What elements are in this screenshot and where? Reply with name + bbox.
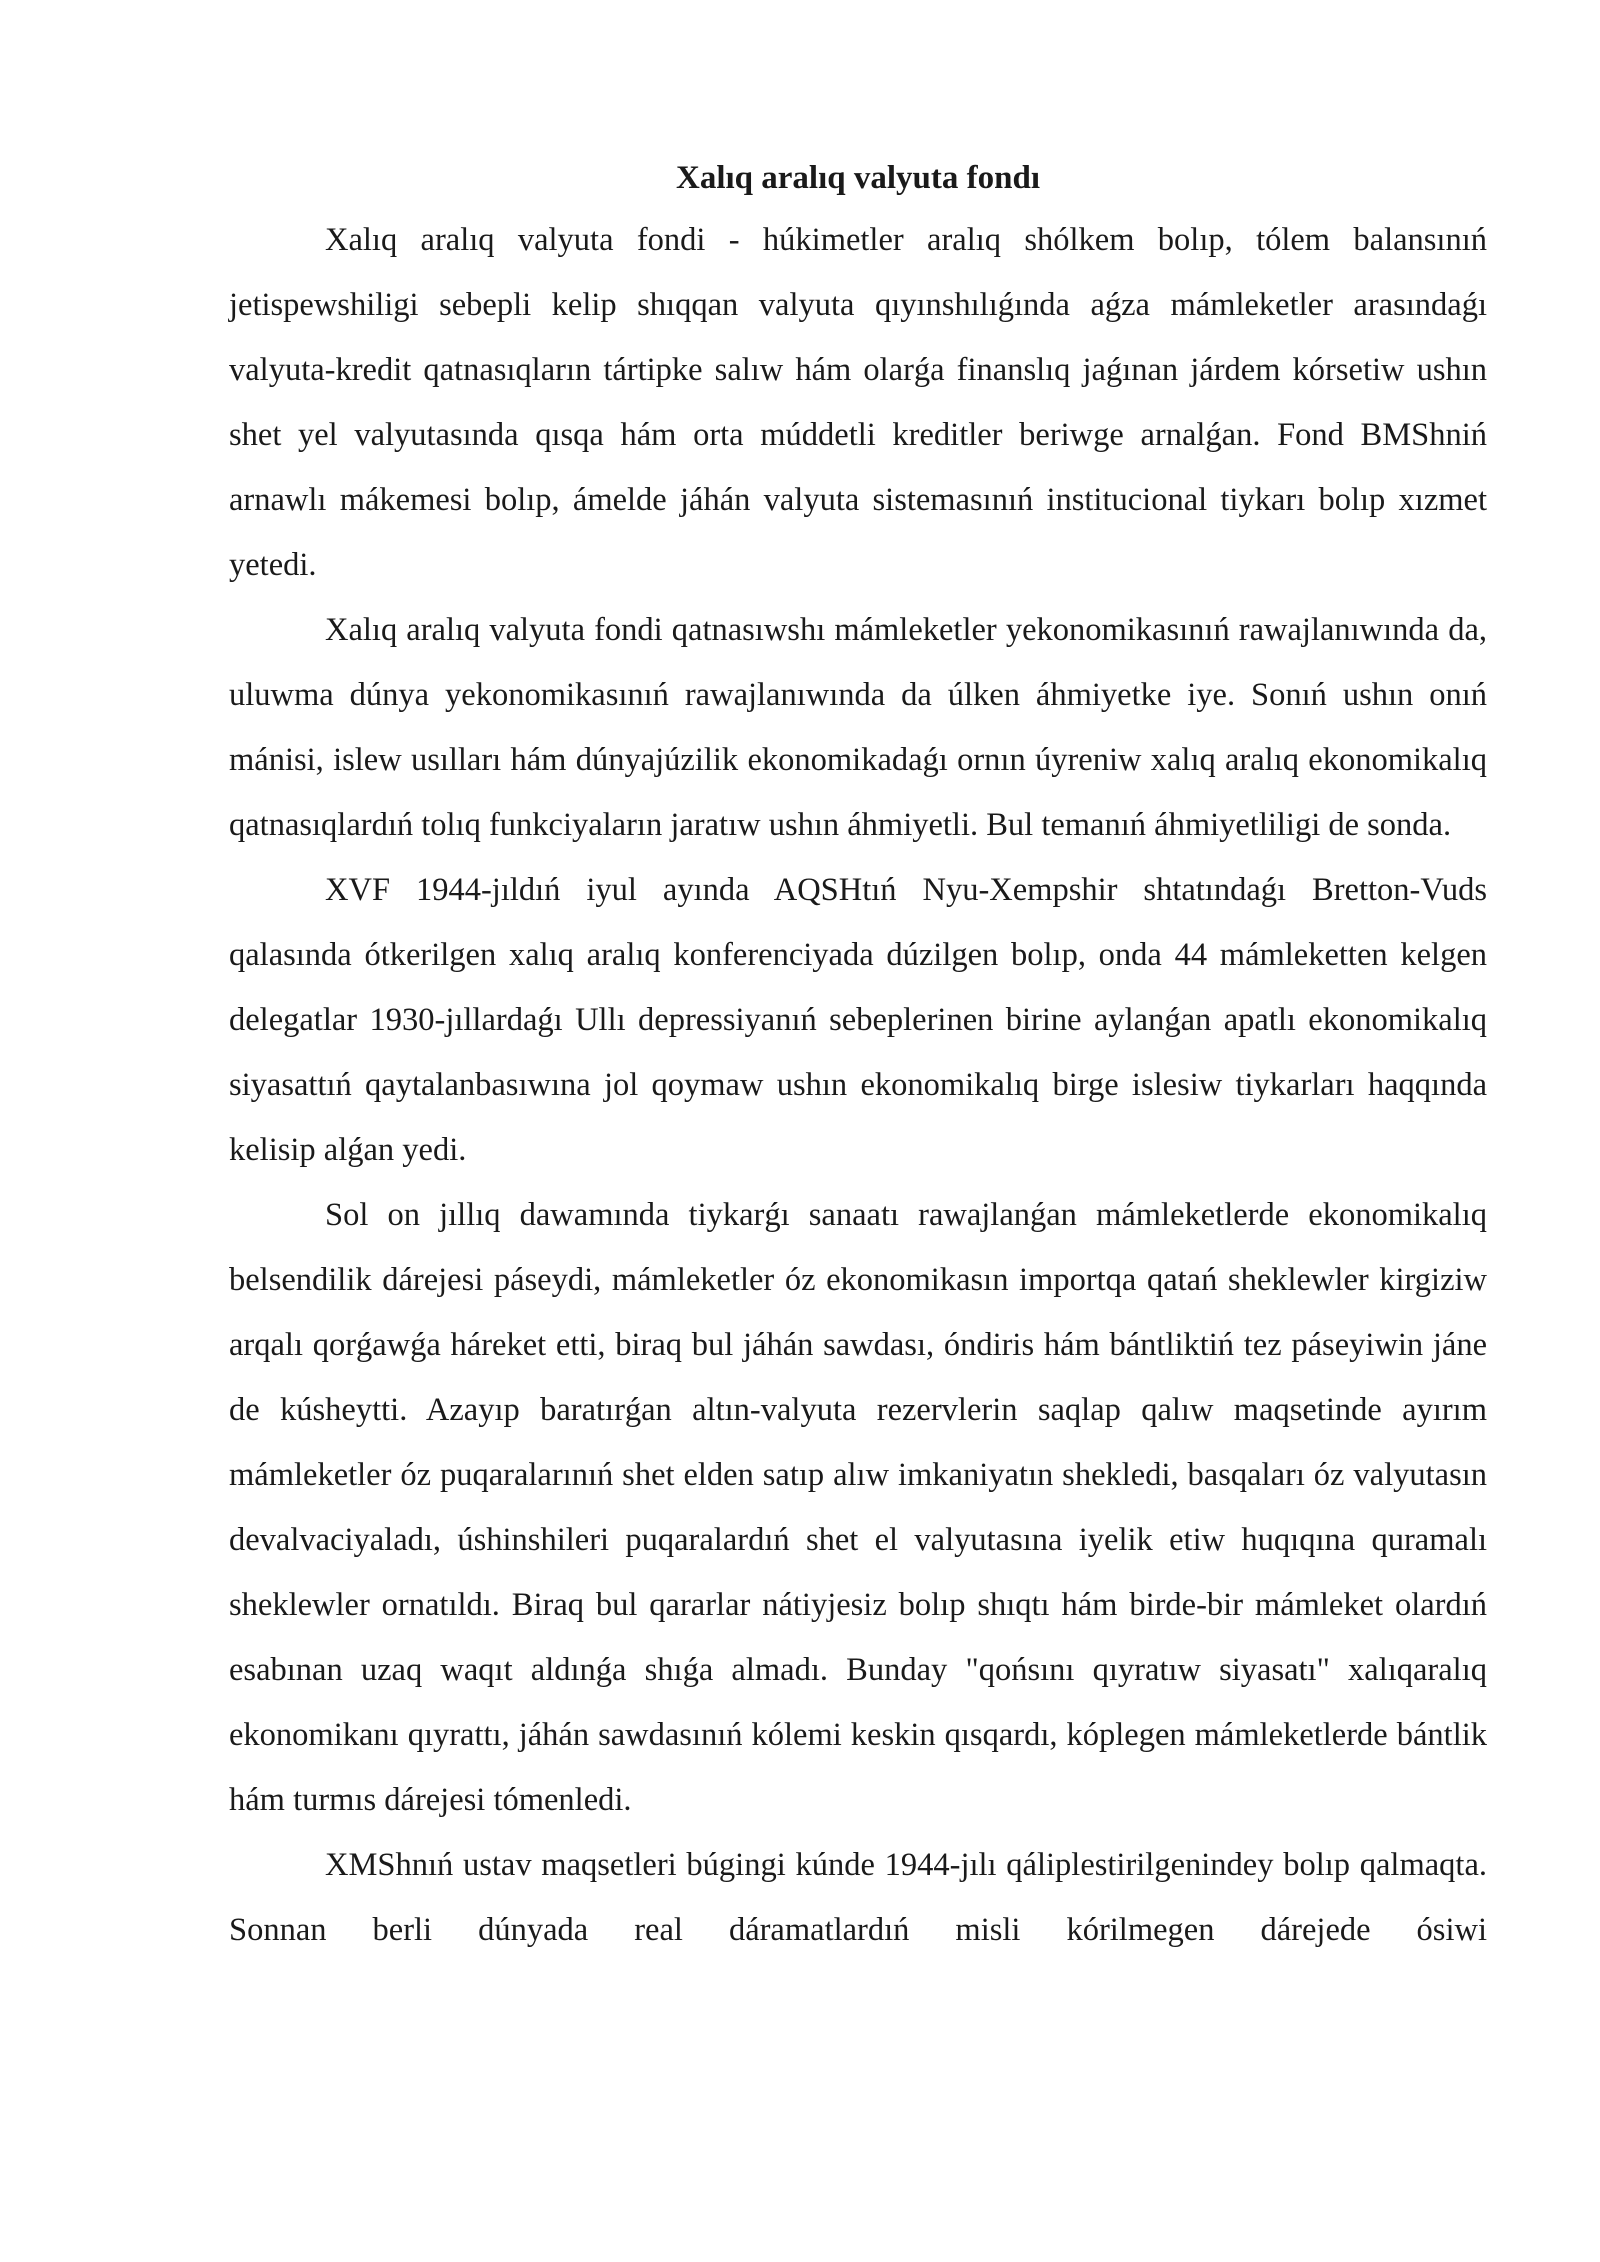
paragraph: Sol on jıllıq dawamında tiykarǵı sanaatı rawajlanǵan mámleketlerde ekonomikalıq belsendilik dárejesi páseydi, mámleketler óz ekonomikasın importqa qatań sheklewler kirgiziw arqalı qorǵawǵa háreket etti, biraq bul jáhán sawdası, óndiris hám bántliktiń tez páseyiwin jáne de kúsheytti. Azayıp baratırǵan altın-valyuta rezervlerin saqlap qalıw maqsetinde ayırım mámleketler óz puqaralarınıń shet elden satıp alıw imkaniyatın shekledi, basqaları óz valyutasın devalvaciyaladı, úshinshileri puqaralardıń shet el valyutasına iyelik etiw huqıqına quramalı sheklewler ornatıldı. Biraq bul qararlar nátiyjesiz bolıp shıqtı hám birde-bir mámleket olardıń esabınan uzaq waqıt aldınǵa shıǵa almadı. Bunday "qońsını qıyratıw siyasatı" xalıqaralıq ekonomikanı qıyrattı, jáhán sawdasınıń kólemi keskin qısqardı, kóplegen mámleketlerde bántlik hám turmıs dárejesi tómenledi. <box>229 1197 1487 1818</box>
document-title: Xalıq aralıq valyuta fondı <box>676 160 1040 196</box>
paragraph: XVF 1944-jıldıń iyul ayında AQSHtıń Nyu-Xempshir shtatındaǵı Bretton-Vuds qalasında ótkerilgen xalıq aralıq konferenciyada dúzilgen bolıp, onda 44 mámleketten kelgen delegatlar 1930-jıllardaǵı Ullı depressiyanıń sebeplerinen birine aylanǵan apatlı ekonomikalıq siyasattıń qaytalanbasıwına jol qoymaw ushın ekonomikalıq birge islesiw tiykarları haqqında kelisip alǵan yedi. <box>229 872 1487 1168</box>
document-page <box>229 148 1487 1963</box>
paragraph: Xalıq aralıq valyuta fondi qatnasıwshı mámleketler yekonomikasınıń rawajlanıwında da, uluwma dúnya yekonomikasınıń rawajlanıwında da úlken áhmiyetke iye. Sonıń ushın onıń mánisi, islew usılları hám dúnyajúzilik ekonomikadaǵı ornın úyreniw xalıq aralıq ekonomikalıq qatnasıqlardıń tolıq funkciyaların jaratıw ushın áhmiyetli. Bul temanıń áhmiyetliligi de sonda. <box>229 612 1487 843</box>
paragraph: Xalıq aralıq valyuta fondi - húkimetler aralıq shólkem bolıp, tólem balansınıń jetispewshiligi sebepli kelip shıqqan valyuta qıyınshılıǵında aǵza mámleketler arasındaǵı valyuta-kredit qatnasıqların tártipke salıw hám olarǵa finanslıq jaǵınan járdem kórsetiw ushın shet yel valyutasında qısqa hám orta múddetli kreditler beriwge arnalǵan. Fond BMShniń arnawlı mákemesi bolıp, ámelde jáhán valyuta sistemasınıń institucional tiykarı bolıp xızmet yetedi. <box>229 222 1487 583</box>
paragraph: XMShnıń ustav maqsetleri búgingi kúnde 1944-jılı qáliplestirilgenindey bolıp qalmaqta. Sonnan berli dúnyada real dáramatlardıń misli kórilmegen dárejede ósiwi <box>229 1847 1487 1948</box>
